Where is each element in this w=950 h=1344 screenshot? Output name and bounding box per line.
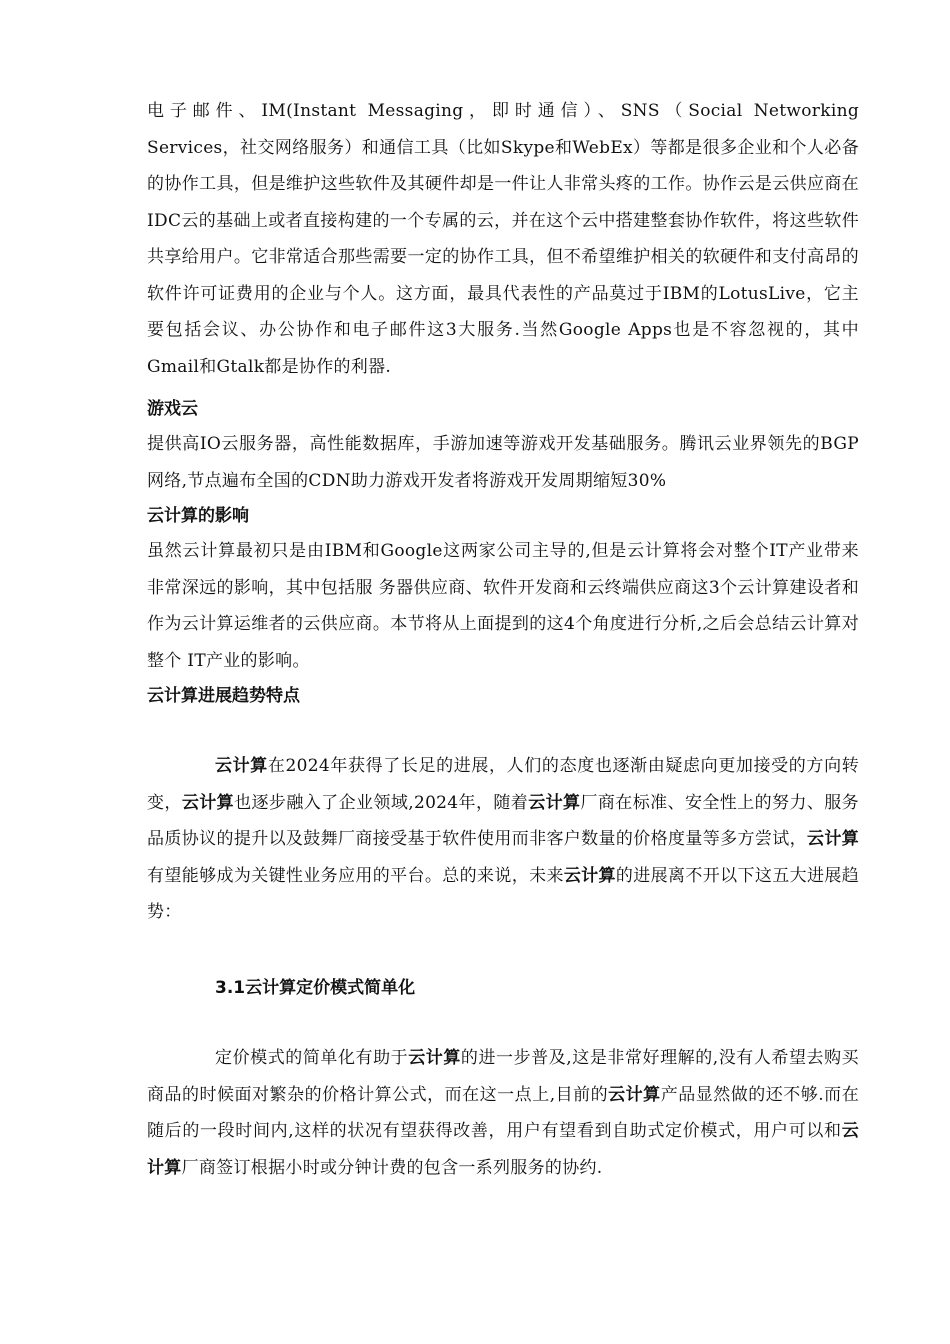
keyword-cloud-computing: 云计算 <box>147 1121 859 1178</box>
text-segment: 定价模式的简单化有助于 <box>215 1048 409 1068</box>
keyword-cloud-computing: 云计算 <box>528 792 581 813</box>
text-segment: 在2024年获得了长足的进展，人们的态度也逐渐由疑虑向更加接受的方向转变， <box>147 756 859 813</box>
text-segment: 也逐步融入了企业领域,2024年，随着 <box>234 792 529 813</box>
paragraph-section-3-1 <box>147 1040 859 1186</box>
keyword-cloud-computing: 云计算 <box>215 756 268 776</box>
text-segment: 有望能够成为关键性业务应用的平台。总的来说，未来 <box>147 865 564 886</box>
text-segment: 厂商在标准、安全性上的努力、服务品质协议的提升以及鼓舞厂商接受基于软件使用而非客户数量的价格度量等多方尝试， <box>147 792 859 849</box>
keyword-cloud-computing: 云计算 <box>608 1084 661 1105</box>
keyword-cloud-computing: 云计算 <box>408 1048 461 1068</box>
text-segment: 厂商签订根据小时或分钟计费的包含一系列服务的协约. <box>181 1157 603 1178</box>
heading-section-3-1: 3.1云计算定价模式简单化 <box>215 978 416 998</box>
paragraph-cloud-impact: 虽然云计算最初只是由IBM和Google这两家公司主导的,但是云计算将会对整个IT产业带来非常深远的影响，其中包括服 务器供应商、软件开发商和云终端供应商这3个云计算建设者和作为云计算运维者的云供应商。本节将从上面提到的这4个角度进行分析,之后会总结云计算对整个 IT产业的影响。 <box>147 541 859 671</box>
text-segment: 产品显然做的还不够.而在随后的一段时间内,这样的状况有望获得改善，用户有望看到自助式定价模式，用户可以和 <box>147 1084 859 1141</box>
keyword-cloud-computing: 云计算 <box>563 865 616 886</box>
paragraph-collaboration-cloud: 电子邮件、IM(Instant Messaging，即时通信）、SNS（Social Networking Services，社交网络服务）和通信工具（比如Skype和WebEx）等都是很多企业和个人必备的协作工具，但是维护这些软件及其硬件却是一件让人非常头疼的工作。协作云是云供应商在IDC云的基础上或者直接构建的一个专属的云，并在这个云中搭建整套协作软件，将这些软件共享给用户。它非常适合那些需要一定的协作工具，但不希望维护相关的软硬件和支付高昂的软件许可证费用的企业与个人。这方面，最具代表性的产品莫过于IBM的LotusLive，它主要包括会议、办公协作和电子邮件这3大服务.当然Google Apps也是不容忽视的，其中Gmail和Gtalk都是协作的利器. <box>147 101 859 377</box>
text-segment: 的进一步普及,这是非常好理解的,没有人希望去购买商品的时候面对繁杂的价格计算公式，而在这一点上,目前的 <box>147 1048 859 1105</box>
heading-cloud-impact: 云计算的影响 <box>147 506 249 526</box>
keyword-cloud-computing: 云计算 <box>806 829 859 849</box>
paragraph-game-cloud: 提供高IO云服务器，高性能数据库，手游加速等游戏开发基础服务。腾讯云业界领先的BGP网络,节点遍布全国的CDN助力游戏开发者将游戏开发周期缩短30% <box>147 434 859 491</box>
paragraph-cloud-trends <box>147 748 859 931</box>
heading-cloud-trends: 云计算进展趋势特点 <box>147 686 300 706</box>
heading-game-cloud: 游戏云 <box>147 399 198 419</box>
text-segment: 的进展离不开以下这五大进展趋势： <box>147 865 859 922</box>
keyword-cloud-computing: 云计算 <box>181 792 235 813</box>
